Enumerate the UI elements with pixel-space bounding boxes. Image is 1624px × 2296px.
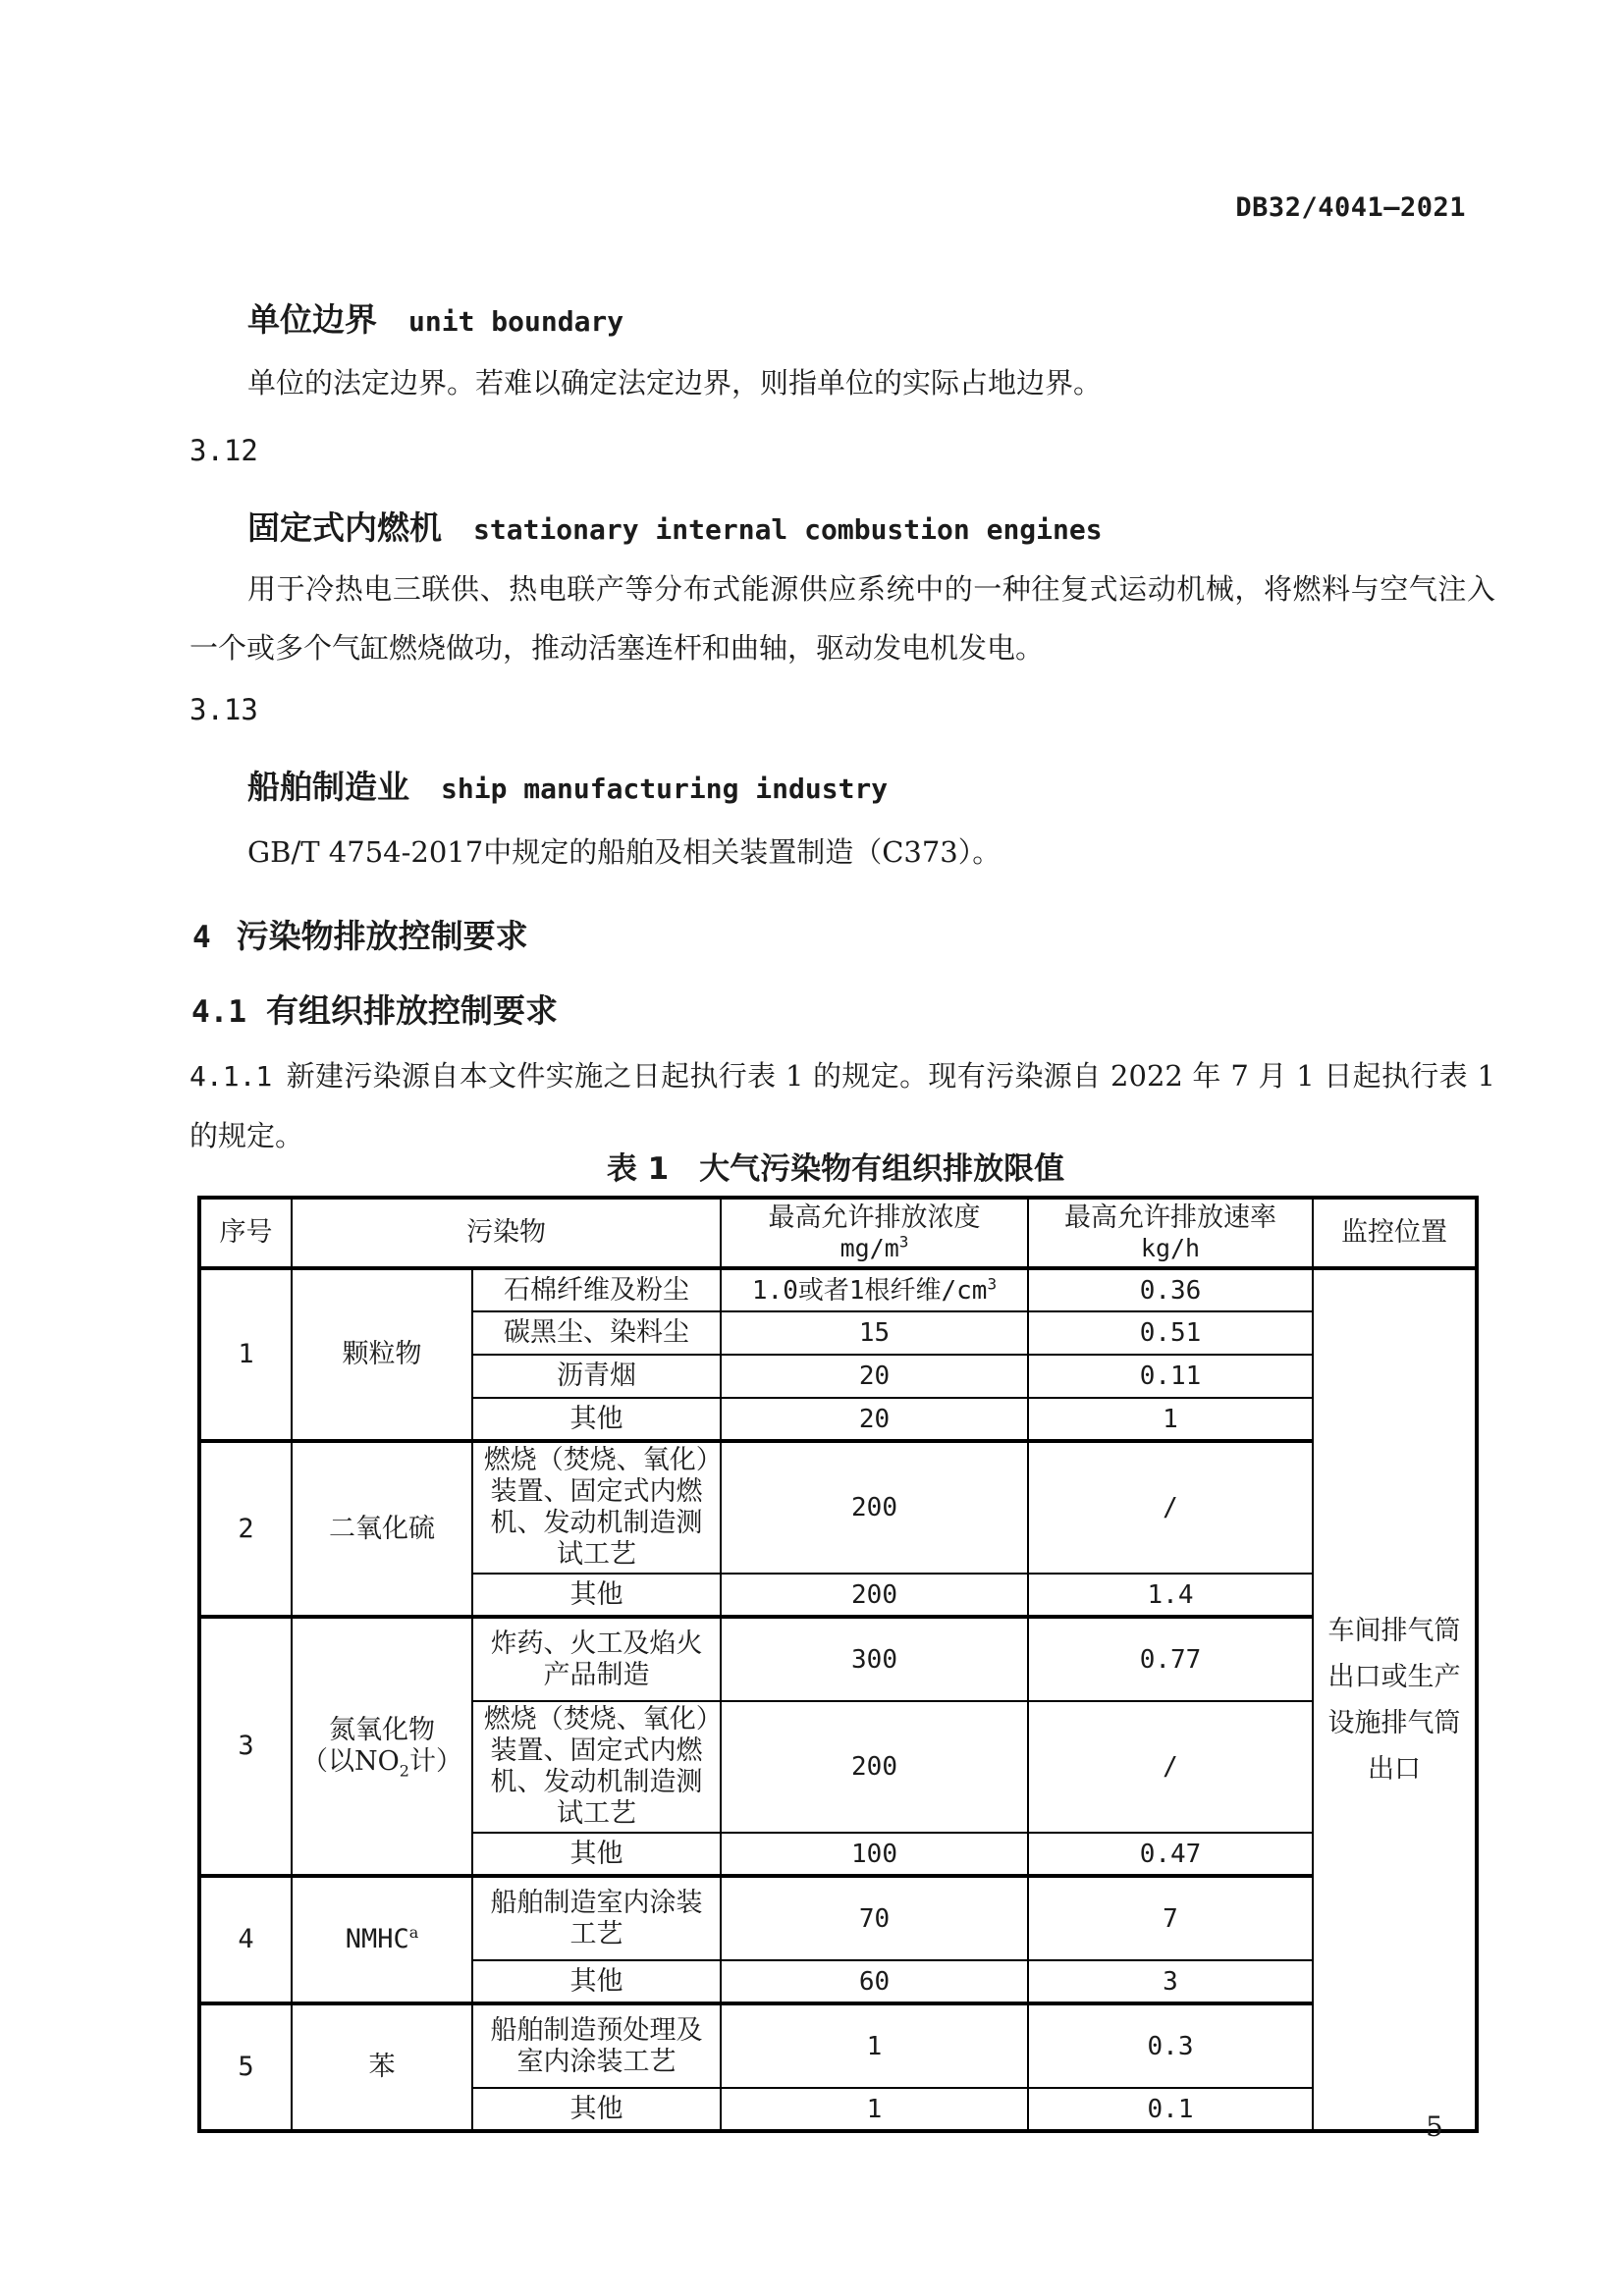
cell-rate: 0.36 xyxy=(1028,1268,1313,1311)
cell-seq-4: 4 xyxy=(199,1876,292,2003)
cell-rate: 0.51 xyxy=(1028,1311,1313,1355)
cell-process: 其他 xyxy=(472,1574,721,1617)
cell-process: 船舶制造预处理及室内涂装工艺 xyxy=(472,2003,721,2088)
paragraph-unit-boundary: 单位的法定边界。若难以确定法定边界，则指单位的实际占地边界。 xyxy=(247,366,1103,400)
cell-concentration: 70 xyxy=(721,1876,1028,1960)
cell-process: 碳黑尘、染料尘 xyxy=(472,1311,721,1355)
concentration-unit: $mg/m^3$ xyxy=(839,1232,909,1262)
section-heading-4 xyxy=(192,911,528,957)
cell-concentration: 1.0或者1根纤维$/cm^3$ xyxy=(721,1268,1028,1311)
term-heading-unit-boundary xyxy=(247,294,623,341)
table-row xyxy=(199,1268,1477,1311)
cell-process: 燃烧（焚烧、氧化）装置、固定式内燃机、发动机制造测试工艺 xyxy=(472,1701,721,1833)
term-en: ship manufacturing industry xyxy=(441,773,889,805)
cell-process: 石棉纤维及粉尘 xyxy=(472,1268,721,1311)
cell-seq-5: 5 xyxy=(199,2003,292,2131)
cell-seq-1: 1 xyxy=(199,1268,292,1441)
table-row xyxy=(199,1617,1477,1701)
page-number: 5 xyxy=(1426,2110,1443,2143)
cell-process: 其他 xyxy=(472,1960,721,2003)
cell-concentration: 60 xyxy=(721,1960,1028,2003)
clause-number-3-12: 3.12 xyxy=(189,434,258,467)
cell-concentration: 15 xyxy=(721,1311,1028,1355)
table-row xyxy=(199,2003,1477,2088)
cell-concentration: 300 xyxy=(721,1617,1028,1701)
section-number: 4 xyxy=(192,920,211,955)
cell-monitor-location: 车间排气筒出口或生产设施排气筒出口 xyxy=(1313,1268,1477,2131)
concentration-label: 最高允许排放浓度 xyxy=(768,1202,981,1233)
cell-process: 沥青烟 xyxy=(472,1355,721,1398)
col-header-rate xyxy=(1028,1198,1313,1268)
term-heading-stationary-ice xyxy=(247,503,1103,549)
col-header-pollutant: 污染物 xyxy=(292,1198,721,1268)
term-zh: 单位边界 xyxy=(247,300,377,339)
doc-number: DB32/4041—2021 xyxy=(1235,192,1466,223)
cell-concentration: 20 xyxy=(721,1355,1028,1398)
term-heading-ship-manufacturing xyxy=(247,762,888,808)
term-en: unit boundary xyxy=(408,305,624,338)
section-title: 有组织排放控制要求 xyxy=(266,991,558,1030)
cell-rate: 0.3 xyxy=(1028,2003,1313,2088)
cell-concentration: 200 xyxy=(721,1574,1028,1617)
table-title: 表 1 大气污染物有组织排放限值 xyxy=(606,1151,1065,1187)
emission-limits-table xyxy=(197,1196,1479,2133)
cell-concentration: 100 xyxy=(721,1833,1028,1876)
rate-label: 最高允许排放速率 xyxy=(1064,1202,1276,1233)
col-header-monitor: 监控位置 xyxy=(1313,1198,1477,1268)
table-header-row xyxy=(199,1198,1477,1268)
cell-rate: 7 xyxy=(1028,1876,1313,1960)
cell-seq-2: 2 xyxy=(199,1441,292,1617)
cell-rate: 0.11 xyxy=(1028,1355,1313,1398)
term-zh: 固定式内燃机 xyxy=(247,508,442,547)
cell-concentration: 1 xyxy=(721,2088,1028,2131)
cell-process: 其他 xyxy=(472,1833,721,1876)
cell-process: 其他 xyxy=(472,1398,721,1441)
cell-pollutant-nmhc: NMHC$^a$ xyxy=(292,1876,472,2003)
cell-process: 其他 xyxy=(472,2088,721,2131)
cell-rate: / xyxy=(1028,1441,1313,1574)
term-zh: 船舶制造业 xyxy=(247,768,409,806)
cell-rate: 0.47 xyxy=(1028,1833,1313,1876)
table-row xyxy=(199,1876,1477,1960)
cell-rate: 0.1 xyxy=(1028,2088,1313,2131)
table-row xyxy=(199,1441,1477,1574)
cell-process: 船舶制造室内涂装工艺 xyxy=(472,1876,721,1960)
cell-concentration: 1 xyxy=(721,2003,1028,2088)
term-en: stationary internal combustion engines xyxy=(473,513,1103,546)
cell-pollutant-so2: 二氧化硫 xyxy=(292,1441,472,1617)
cell-concentration: 200 xyxy=(721,1701,1028,1833)
cell-seq-3: 3 xyxy=(199,1617,292,1876)
clause-number-4-1-1: 4.1.1 xyxy=(189,1060,273,1093)
cell-rate: 1 xyxy=(1028,1398,1313,1441)
paragraph-stationary-ice: 用于冷热电三联供、热电联产等分布式能源供应系统中的一种往复式运动机械，将燃料与空气注入一个或多个气缸燃烧做功，推动活塞连杆和曲轴，驱动发电机发电。 xyxy=(189,572,1495,665)
cell-process: 燃烧（焚烧、氧化）装置、固定式内燃机、发动机制造测试工艺 xyxy=(472,1441,721,1574)
cell-rate: / xyxy=(1028,1701,1313,1833)
cell-pollutant-nox: 氮氧化物 （以$NO_2$计） xyxy=(292,1617,472,1876)
clause-body: 新建污染源自本文件实施之日起执行表 1 的规定。现有污染源自 2022 年 7 月 1 日起执行表 1 的规定。 xyxy=(189,1059,1495,1152)
clause-number-3-13: 3.13 xyxy=(189,693,258,726)
cell-rate: 1.4 xyxy=(1028,1574,1313,1617)
cell-pollutant-particulates: 颗粒物 xyxy=(292,1268,472,1441)
section-heading-4-1 xyxy=(191,986,558,1032)
cell-rate: 0.77 xyxy=(1028,1617,1313,1701)
col-header-concentration xyxy=(721,1198,1028,1268)
cell-process: 炸药、火工及焰火产品制造 xyxy=(472,1617,721,1701)
cell-concentration: 20 xyxy=(721,1398,1028,1441)
section-number: 4.1 xyxy=(191,994,246,1030)
rate-unit: kg/h xyxy=(1140,1234,1201,1262)
cell-rate: 3 xyxy=(1028,1960,1313,2003)
cell-concentration: 200 xyxy=(721,1441,1028,1574)
cell-pollutant-benzene: 苯 xyxy=(292,2003,472,2131)
section-title: 污染物排放控制要求 xyxy=(236,917,528,955)
paragraph-ship-manufacturing: GB/T 4754-2017中规定的船舶及相关装置制造（C373）。 xyxy=(247,835,1001,869)
col-header-seq: 序号 xyxy=(199,1198,292,1268)
